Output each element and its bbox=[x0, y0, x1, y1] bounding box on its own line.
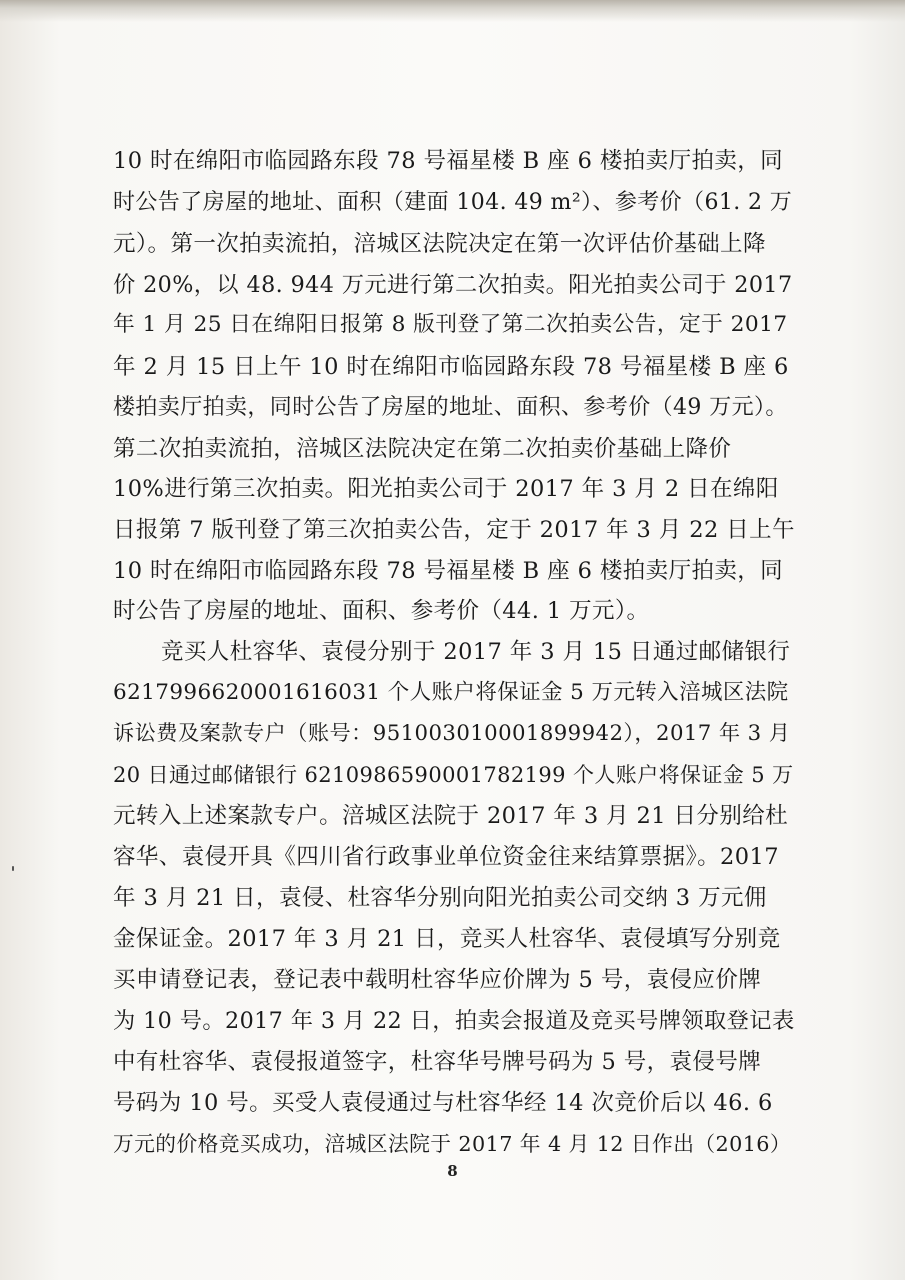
text-line-21: 买申请登记表，登记表中载明杜容华应价牌为 5 号，袁侵应价牌 bbox=[113, 967, 762, 993]
text-line-4: 价 20%，以 48. 944 万元进行第二次拍卖。阳光拍卖公司于 2017 bbox=[113, 272, 793, 298]
text-line-20: 金保证金。2017 年 3 月 21 日，竞买人杜容华、袁侵填写分别竞 bbox=[113, 926, 781, 952]
text-line-3: 元）。第一次拍卖流拍，涪城区法院决定在第一次评估价基础上降 bbox=[113, 231, 766, 257]
text-line-1: 10 时在绵阳市临园路东段 78 号福星楼 B 座 6 楼拍卖厅拍卖，同 bbox=[113, 148, 784, 174]
page-top-edge-shadow bbox=[0, 0, 905, 22]
scan-speck bbox=[12, 866, 14, 871]
text-line-19: 年 3 月 21 日，袁侵、杜容华分别向阳光拍卖公司交纳 3 万元佣 bbox=[113, 885, 767, 911]
text-line-2: 时公告了房屋的地址、面积（建面 104. 49 m²）、参考价（61. 2 万 bbox=[113, 190, 793, 215]
text-line-5: 年 1 月 25 日在绵阳日报第 8 版刊登了第二次拍卖公告，定于 2017 bbox=[113, 312, 788, 337]
text-line-25: 万元的价格竞买成功，涪城区法院于 2017 年 4 月 12 日作出（2016） bbox=[113, 1132, 792, 1156]
text-line-9: 10%进行第三次拍卖。阳光拍卖公司于 2017 年 3 月 2 日在绵阳 bbox=[113, 476, 779, 502]
text-line-22: 为 10 号。2017 年 3 月 22 日，拍卖会报道及竞买号牌领取登记表 bbox=[113, 1008, 795, 1034]
text-line-6: 年 2 月 15 日上午 10 时在绵阳市临园路东段 78 号福星楼 B 座 6 bbox=[113, 354, 789, 380]
text-line-24: 号码为 10 号。买受人袁侵通过与杜容华经 14 次竞价后以 46. 6 bbox=[113, 1090, 773, 1116]
text-line-10: 日报第 7 版刊登了第三次拍卖公告，定于 2017 年 3 月 22 日上午 bbox=[113, 517, 795, 543]
text-line-13: 竞买人杜容华、袁侵分别于 2017 年 3 月 15 日通过邮储银行 bbox=[161, 639, 791, 665]
text-line-8: 第二次拍卖流拍，涪城区法院决定在第二次拍卖价基础上降价 bbox=[113, 436, 732, 462]
text-line-15: 诉讼费及案款专户（账号：951003010001899942），2017 年 3 月 bbox=[113, 721, 791, 746]
text-line-14: 6217996620001616031 个人账户将保证金 5 万元转入涪城区法院 bbox=[113, 680, 789, 705]
text-line-17: 元转入上述案款专户。涪城区法院于 2017 年 3 月 21 日分别给杜 bbox=[113, 803, 789, 829]
text-line-11: 10 时在绵阳市临园路东段 78 号福星楼 B 座 6 楼拍卖厅拍卖，同 bbox=[113, 558, 784, 584]
text-line-23: 中有杜容华、袁侵报道签字，杜容华号牌号码为 5 号，袁侵号牌 bbox=[113, 1049, 762, 1075]
text-line-18: 容华、袁侵开具《四川省行政事业单位资金往来结算票据》。2017 bbox=[113, 844, 779, 870]
text-line-16: 20 日通过邮储银行 6210986590001782199 个人账户将保证金 5 万 bbox=[113, 763, 794, 787]
page-number: 8 bbox=[447, 1162, 458, 1180]
text-line-7: 楼拍卖厅拍卖，同时公告了房屋的地址、面积、参考价（49 万元）。 bbox=[113, 395, 788, 420]
text-line-12: 时公告了房屋的地址、面积、参考价（44. 1 万元）。 bbox=[113, 598, 650, 624]
